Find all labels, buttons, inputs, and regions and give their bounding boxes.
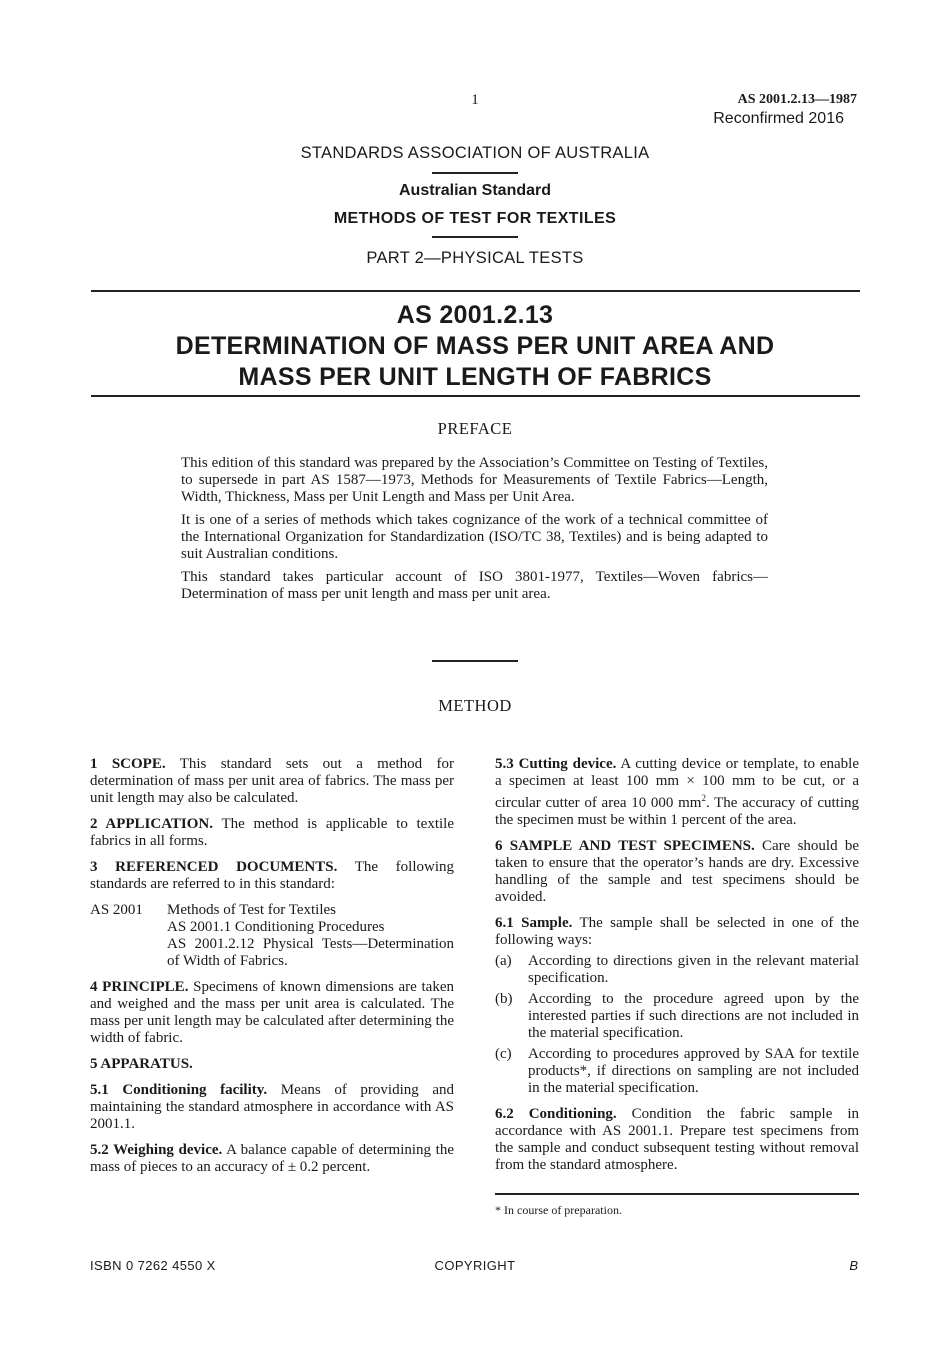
series-title: METHODS OF TEST FOR TEXTILES <box>333 210 617 227</box>
section-cutting-device <box>495 756 859 829</box>
list-item-label: (a) <box>495 953 512 969</box>
section-label: 6.1 Sample. <box>495 915 573 931</box>
section-conditioning <box>495 1106 859 1174</box>
reference-item: AS 2001.1 Conditioning Procedures <box>167 919 385 935</box>
section-text: The sample shall be selected in one of the following ways: <box>495 915 859 948</box>
section-text: . The accuracy of cutting the specimen must be within 1 percent of the area. <box>495 795 859 828</box>
section-sample-and-test-specimens <box>495 838 859 906</box>
page-number: 1 <box>471 92 479 108</box>
title-bottom-rule <box>91 395 860 397</box>
list-item-label: (c) <box>495 1046 512 1062</box>
isbn: ISBN 0 7262 4550 X <box>90 1258 216 1273</box>
section-principle <box>90 979 454 1047</box>
section-text: Care should be taken to ensure that the operator’s hands are dry. Excessive handling of the sample and test specimens should be avoided. <box>495 838 859 905</box>
association-name: STANDARDS ASSOCIATION OF AUSTRALIA <box>300 144 650 162</box>
reconfirmed-note: Reconfirmed 2016 <box>713 110 844 127</box>
list-item <box>495 991 859 1042</box>
section-label: 1 SCOPE. <box>90 756 166 772</box>
section-label: 5.2 Weighing device. <box>90 1142 223 1158</box>
section-apparatus <box>90 1056 454 1073</box>
left-column <box>90 756 454 1185</box>
reference-item: Methods of Test for Textiles <box>167 902 336 918</box>
section-text: Condition the fabric sample in accordance with AS 2001.1. Prepare test specimens from the sample and conduct subsequent testing without removal from the standard atmosphere. <box>495 1106 860 1173</box>
section-label: 5 APPARATUS. <box>90 1056 193 1072</box>
preface-paragraph: This edition of this standard was prepared by the Association’s Committee on Testing of Textiles, to supersede in part AS 1587—1973, Methods for Measurements of Textile Fabrics—Length, Width, Thickness, Mass per Unit Length and Mass per Unit Area. <box>181 455 768 505</box>
title-line-1: AS 2001.2.13 <box>396 301 554 329</box>
standard-code: AS 2001.2.13—1987 <box>737 92 857 107</box>
footnote: * In course of preparation. <box>495 1203 622 1217</box>
section-label: 5.3 Cutting device. <box>495 756 617 772</box>
list-item-label: (b) <box>495 991 513 1007</box>
list-item-text: According to directions given in the relevant material specification. <box>528 953 859 986</box>
preface-paragraph: This standard takes particular account of ISO 3801-1977, Textiles—Woven fabrics—Determination of mass per unit length and mass per unit area. <box>181 569 768 602</box>
method-heading: METHOD <box>438 696 512 715</box>
section-text: Specimens of known dimensions are taken and weighed and the mass per unit area is calculated. The mass per unit length may be calculated after determining the width of fabric. <box>90 979 454 1046</box>
section-weighing-device <box>90 1142 454 1176</box>
copyright-notice: COPYRIGHT <box>434 1258 516 1273</box>
title-top-rule <box>91 290 860 292</box>
section-label: 2 APPLICATION. <box>90 816 214 832</box>
section-text: A cutting device or template, to enable a specimen at least 100 mm × 100 mm to be cut, or a circular cutter of area 10 000 mm <box>495 756 859 811</box>
section-label: 4 PRINCIPLE. <box>90 979 189 995</box>
section-text: A balance capable of determining the mass of pieces to an accuracy of ± 0.2 percent. <box>90 1142 454 1175</box>
preface-body <box>181 455 768 609</box>
section-referenced-documents <box>90 859 454 893</box>
section-text: The following standards are referred to in this standard: <box>90 859 454 892</box>
section-application <box>90 816 454 850</box>
reference-item: AS 2001.2.12 Physical Tests—Determination of Width of Fabrics. <box>167 936 454 969</box>
page-mark: B <box>849 1258 858 1273</box>
reference-code: AS 2001 <box>90 902 143 918</box>
divider <box>432 236 518 238</box>
section-sample <box>495 915 859 949</box>
preface-heading: PREFACE <box>437 419 513 438</box>
title-line-3: MASS PER UNIT LENGTH OF FABRICS <box>238 363 712 391</box>
preface-paragraph: It is one of a series of methods which takes cognizance of the work of a technical committee of the International Organization for Standardization (ISO/TC 38, Textiles) and is being adapted to suit Australian conditions. <box>181 512 768 562</box>
superscript: 2 <box>701 793 706 803</box>
section-label: 6.2 Conditioning. <box>495 1106 617 1122</box>
list-item <box>495 1046 859 1097</box>
section-text: The method is applicable to textile fabrics in all forms. <box>90 816 454 849</box>
footnote-rule <box>495 1193 859 1195</box>
divider <box>432 660 518 662</box>
section-label: 3 REFERENCED DOCUMENTS. <box>90 859 338 875</box>
section-label: 5.1 Conditioning facility. <box>90 1082 268 1098</box>
part-title: PART 2—PHYSICAL TESTS <box>366 249 584 267</box>
list-item <box>495 953 859 987</box>
section-text: Means of providing and maintaining the standard atmosphere in accordance with AS 2001.1. <box>90 1082 454 1132</box>
list-item-text: According to the procedure agreed upon by the interested parties if such directions are not included in the material specification. <box>528 991 859 1041</box>
title-line-2: DETERMINATION OF MASS PER UNIT AREA AND <box>175 332 775 360</box>
section-conditioning-facility <box>90 1082 454 1133</box>
document-title <box>0 300 950 393</box>
section-label: 6 SAMPLE AND TEST SPECIMENS. <box>495 838 755 854</box>
list-item-text: According to procedures approved by SAA for textile products*, if directions on sampling are not included in the material specification. <box>528 1046 859 1096</box>
standard-type: Australian Standard <box>398 182 552 199</box>
reference-items <box>167 902 454 970</box>
reference-list <box>90 902 454 970</box>
right-column <box>495 756 859 1183</box>
section-text: This standard sets out a method for determination of mass per unit area of fabrics. The mass per unit length may also be calculated. <box>90 756 455 806</box>
section-scope <box>90 756 454 807</box>
divider <box>432 172 518 174</box>
